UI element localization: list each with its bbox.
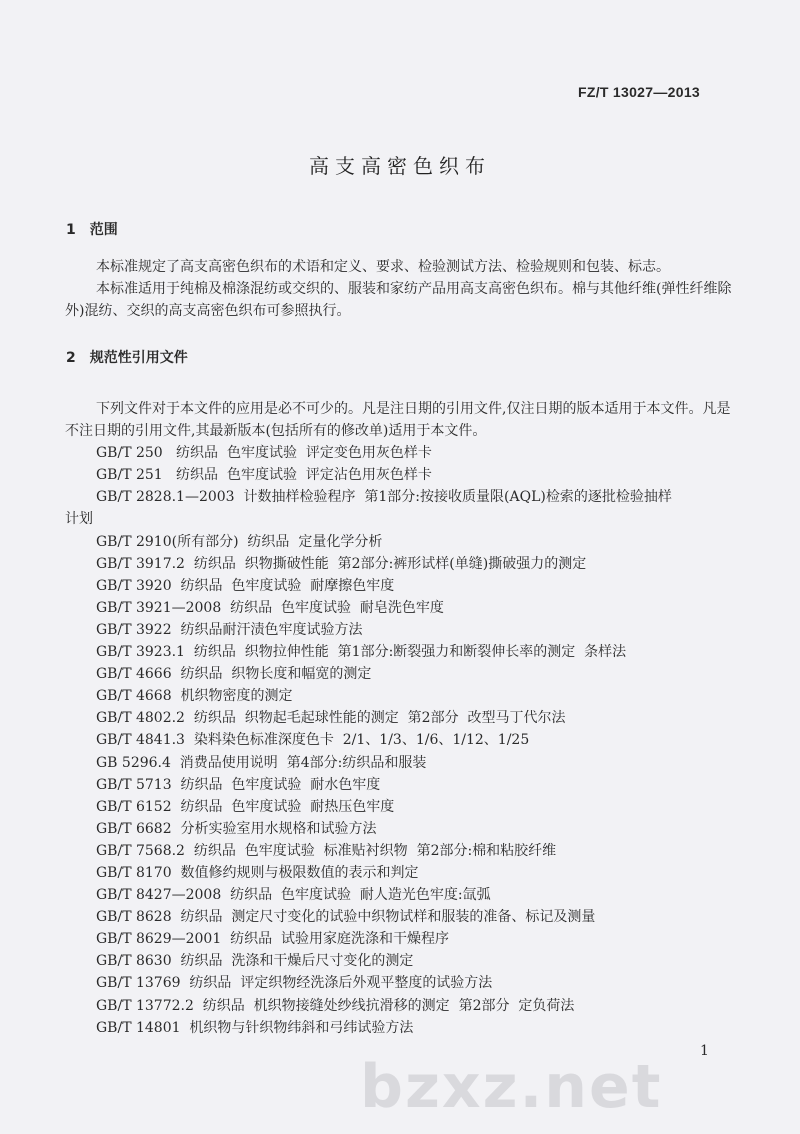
paragraph: 下列文件对于本文件的应用是必不可少的。凡是注日期的引用文件,仅注日期的版本适用于本文件。凡是不注日期的引用文件,其最新版本(包括所有的修改单)适用于本文件。 [65, 401, 731, 440]
reference-item: GB/T 6682 分析实验室用水规格和试验方法 [96, 820, 377, 837]
section-title: 规范性引用文件 [89, 350, 188, 366]
document-title: 高支高密色织布 [309, 154, 491, 178]
reference-item: GB/T 2910(所有部分) 纺织品 定量化学分析 [96, 533, 383, 550]
reference-item: GB/T 250 纺织品 色牢度试验 评定变色用灰色样卡 [96, 445, 432, 462]
section-title: 范围 [89, 222, 118, 238]
section-heading-scope [66, 219, 132, 239]
section-heading-normative-references [66, 347, 202, 367]
reference-list [65, 442, 735, 1039]
watermark-logo: bzxz.net [360, 1052, 663, 1122]
section-number: 2 [66, 350, 76, 366]
paragraph: 本标准规定了高支高密色织布的术语和定义、要求、检验测试方法、检验规则和包装、标志。 [96, 259, 670, 275]
reference-item: GB/T 3921—2008 纺织品 色牢度试验 耐皂洗色牢度 [96, 599, 444, 616]
reference-item: GB/T 6152 纺织品 色牢度试验 耐热压色牢度 [96, 798, 395, 815]
reference-item: GB/T 3923.1 纺织品 织物拉伸性能 第1部分:断裂强力和断裂伸长率的测定 条样法 [96, 644, 627, 661]
reference-item: GB/T 4666 纺织品 织物长度和幅宽的测定 [96, 666, 372, 683]
reference-continuation: 计划 [65, 511, 93, 528]
reference-item: GB 5296.4 消费品使用说明 第4部分:纺织品和服装 [96, 754, 427, 771]
reference-item: GB/T 8170 数值修约规则与极限数值的表示和判定 [96, 864, 419, 881]
standard-number: FZ/T 13027—2013 [577, 84, 700, 100]
reference-item: GB/T 4841.3 染料染色标准深度色卡 2/1、1/3、1/6、1/12、1/25 [96, 732, 530, 749]
reference-item: GB/T 8630 纺织品 洗涤和干燥后尺寸变化的测定 [96, 953, 414, 970]
section-number: 1 [66, 222, 76, 238]
page-number: 1 [700, 1043, 709, 1059]
reference-item: GB/T 2828.1—2003 计数抽样检验程序 第1部分:按接收质量限(AQL)检索的逐批检验抽样 [96, 489, 672, 506]
reference-item: GB/T 4802.2 纺织品 织物起毛起球性能的测定 第2部分 改型马丁代尔法 [96, 710, 566, 727]
reference-item: GB/T 251 纺织品 色牢度试验 评定沾色用灰色样卡 [96, 467, 432, 484]
reference-item: GB/T 14801 机织物与针织物纬斜和弓纬试验方法 [96, 1019, 414, 1036]
reference-item: GB/T 8629—2001 纺织品 试验用家庭洗涤和干燥程序 [96, 931, 450, 948]
reference-item: GB/T 8427—2008 纺织品 色牢度试验 耐人造光色牢度:氙弧 [96, 887, 491, 904]
reference-item: GB/T 13772.2 纺织品 机织物接缝处纱线抗滑移的测定 第2部分 定负荷法 [96, 997, 575, 1014]
reference-item: GB/T 5713 纺织品 色牢度试验 耐水色牢度 [96, 776, 381, 793]
reference-item: GB/T 8628 纺织品 测定尺寸变化的试验中织物试样和服装的准备、标记及测量 [96, 909, 596, 926]
references-body [65, 398, 735, 1039]
scope-body [65, 256, 735, 322]
reference-item: GB/T 3922 纺织品耐汗渍色牢度试验方法 [96, 621, 363, 638]
reference-item: GB/T 13769 纺织品 评定织物经洗涤后外观平整度的试验方法 [96, 975, 493, 992]
reference-item: GB/T 4668 机织物密度的测定 [96, 688, 293, 705]
reference-item: GB/T 3920 纺织品 色牢度试验 耐摩擦色牢度 [96, 577, 395, 594]
reference-item: GB/T 3917.2 纺织品 织物撕破性能 第2部分:裤形试样(单缝)撕破强力的测定 [96, 555, 587, 572]
paragraph: 本标准适用于纯棉及棉涤混纺或交织的、服装和家纺产品用高支高密色织布。棉与其他纤维(弹性纤维除外)混纺、交织的高支高密色织布可参照执行。 [65, 281, 732, 320]
reference-item: GB/T 7568.2 纺织品 色牢度试验 标准贴衬织物 第2部分:棉和粘胶纤维 [96, 842, 557, 859]
